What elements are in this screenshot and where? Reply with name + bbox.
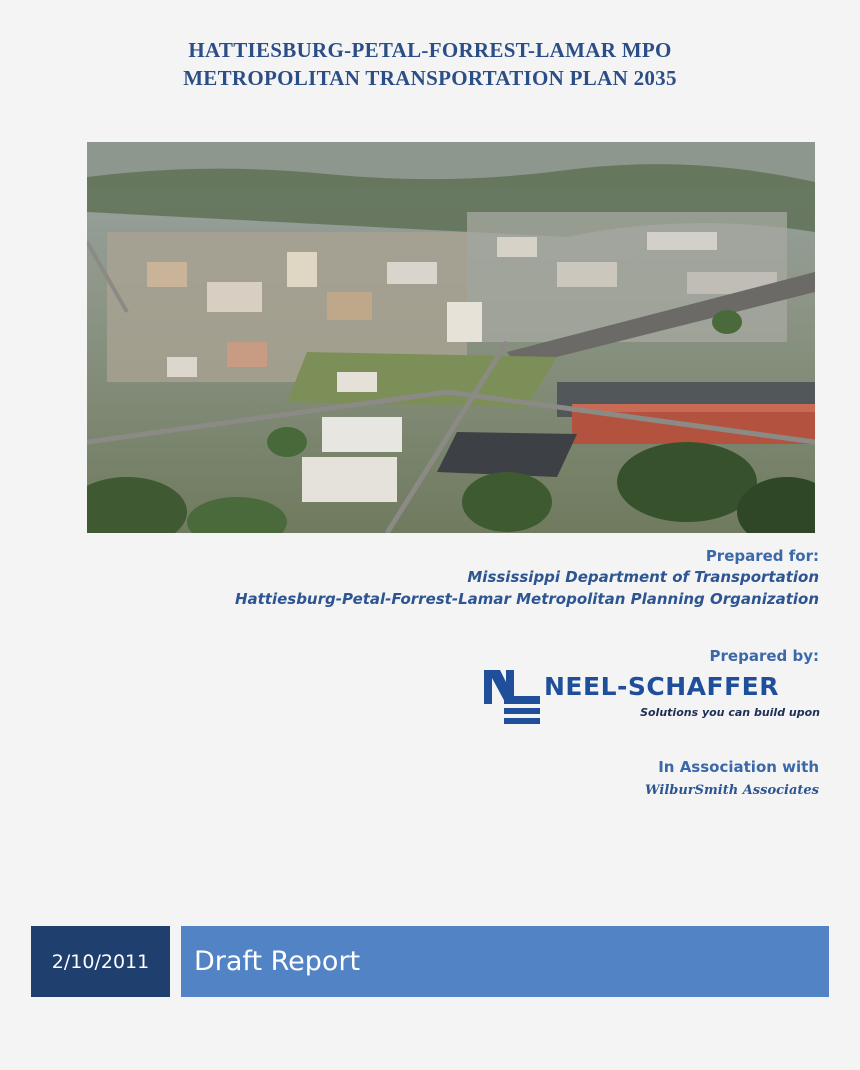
title-line-1: HATTIESBURG-PETAL-FORREST-LAMAR MPO <box>188 38 672 62</box>
association-section <box>645 757 819 801</box>
prepared-by-label: Prepared by: <box>709 647 819 665</box>
logo-company-name: NEEL-SCHAFFER <box>544 672 779 701</box>
logo-tagline: Solutions you can build upon <box>640 706 820 719</box>
prepared-by-section <box>710 646 819 666</box>
prepared-for-org-1: Mississippi Department of Transportation <box>467 568 819 586</box>
aerial-city-photo <box>87 142 815 533</box>
report-date: 2/10/2011 <box>31 926 170 997</box>
association-label: In Association with <box>658 758 819 776</box>
neel-schaffer-logo <box>484 668 820 724</box>
association-org: WilburSmith Associates <box>645 783 819 798</box>
report-status: Draft Report <box>181 926 829 997</box>
prepared-for-section <box>235 546 819 610</box>
title-line-2: METROPOLITAN TRANSPORTATION PLAN 2035 <box>183 66 677 90</box>
document-title <box>0 36 860 92</box>
prepared-for-org-2: Hattiesburg-Petal-Forrest-Lamar Metropolitan Planning Organization <box>234 590 819 608</box>
prepared-for-label: Prepared for: <box>705 547 819 565</box>
ns-logo-icon <box>484 668 540 724</box>
